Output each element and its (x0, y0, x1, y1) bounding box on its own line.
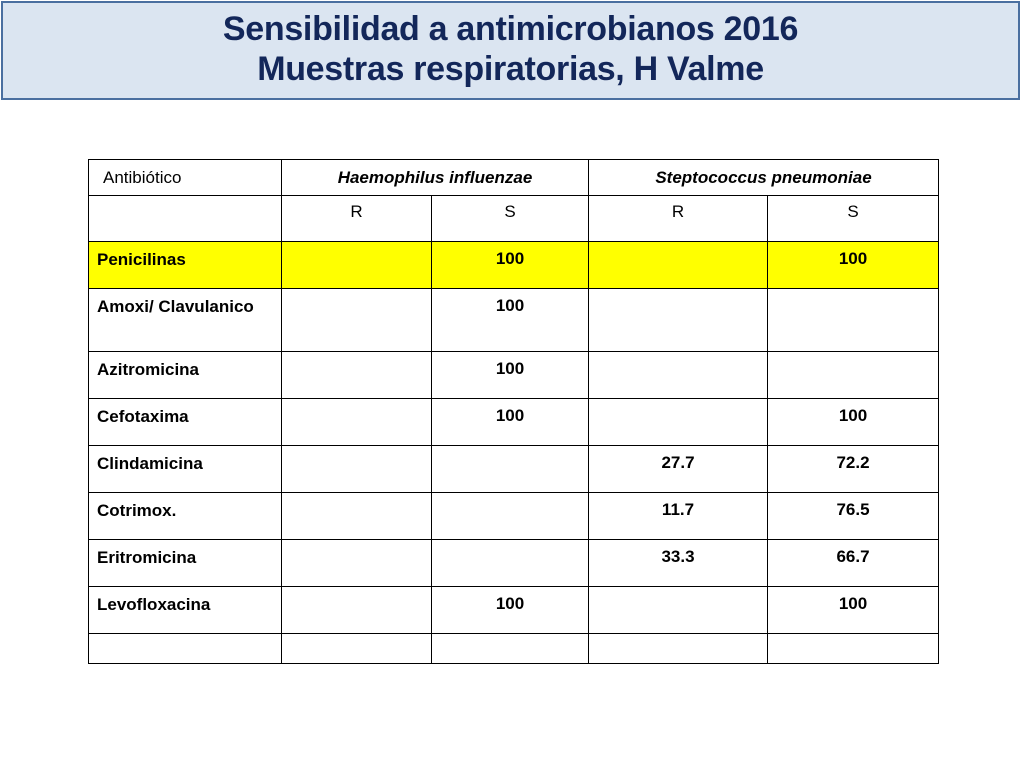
table-row (89, 242, 939, 289)
cell-sp-r (589, 352, 768, 399)
cell-sp-s: 66.7 (768, 540, 939, 587)
cell-hi-s: 100 (432, 399, 589, 446)
title-line-2: Muestras respiratorias, H Valme (257, 50, 764, 88)
cell-sp-s (768, 352, 939, 399)
row-antibiotic-name: Clindamicina (89, 446, 282, 493)
subheader-blank (89, 196, 282, 242)
cell-hi-s: 100 (432, 587, 589, 634)
row-antibiotic-name: Cotrimox. (89, 493, 282, 540)
table-row (89, 289, 939, 352)
table-header-row (89, 160, 939, 196)
cell-hi-r (282, 242, 432, 289)
cell-hi-r (282, 399, 432, 446)
cell-sp-r: 27.7 (589, 446, 768, 493)
cell-sp-s: 100 (768, 587, 939, 634)
empty-cell (89, 634, 282, 664)
row-antibiotic-name: Amoxi/ Clavulanico (89, 289, 282, 352)
row-antibiotic-name: Eritromicina (89, 540, 282, 587)
cell-sp-r (589, 242, 768, 289)
subheader-hi-r: R (282, 196, 432, 242)
cell-sp-s: 100 (768, 399, 939, 446)
cell-hi-s: 100 (432, 289, 589, 352)
cell-sp-r (589, 399, 768, 446)
cell-sp-r: 33.3 (589, 540, 768, 587)
table-row (89, 540, 939, 587)
cell-hi-r (282, 587, 432, 634)
cell-sp-s: 72.2 (768, 446, 939, 493)
cell-sp-s: 100 (768, 242, 939, 289)
cell-hi-r (282, 289, 432, 352)
header-haemophilus: Haemophilus influenzae (282, 160, 589, 196)
table-row (89, 446, 939, 493)
empty-cell (589, 634, 768, 664)
row-antibiotic-name: Cefotaxima (89, 399, 282, 446)
title-banner (1, 1, 1020, 100)
row-antibiotic-name: Penicilinas (89, 242, 282, 289)
table-subheader-row (89, 196, 939, 242)
cell-hi-s (432, 540, 589, 587)
empty-cell (768, 634, 939, 664)
empty-cell (282, 634, 432, 664)
cell-sp-s: 76.5 (768, 493, 939, 540)
header-streptococcus: Steptococcus pneumoniae (589, 160, 939, 196)
cell-hi-r (282, 352, 432, 399)
table-row (89, 399, 939, 446)
cell-hi-r (282, 446, 432, 493)
cell-sp-r (589, 289, 768, 352)
row-antibiotic-name: Levofloxacina (89, 587, 282, 634)
cell-sp-r (589, 587, 768, 634)
cell-hi-s: 100 (432, 352, 589, 399)
table-row (89, 493, 939, 540)
empty-cell (432, 634, 589, 664)
cell-hi-r (282, 493, 432, 540)
cell-hi-s: 100 (432, 242, 589, 289)
header-antibiotic: Antibiótico (89, 160, 282, 196)
subheader-hi-s: S (432, 196, 589, 242)
table-row (89, 352, 939, 399)
cell-hi-r (282, 540, 432, 587)
cell-hi-s (432, 493, 589, 540)
subheader-sp-s: S (768, 196, 939, 242)
subheader-sp-r: R (589, 196, 768, 242)
title-line-1: Sensibilidad a antimicrobianos 2016 (222, 10, 799, 48)
sensitivity-table (88, 159, 939, 664)
table-row-empty (89, 634, 939, 664)
cell-sp-r: 11.7 (589, 493, 768, 540)
row-antibiotic-name: Azitromicina (89, 352, 282, 399)
cell-sp-s (768, 289, 939, 352)
cell-hi-s (432, 446, 589, 493)
table-row (89, 587, 939, 634)
